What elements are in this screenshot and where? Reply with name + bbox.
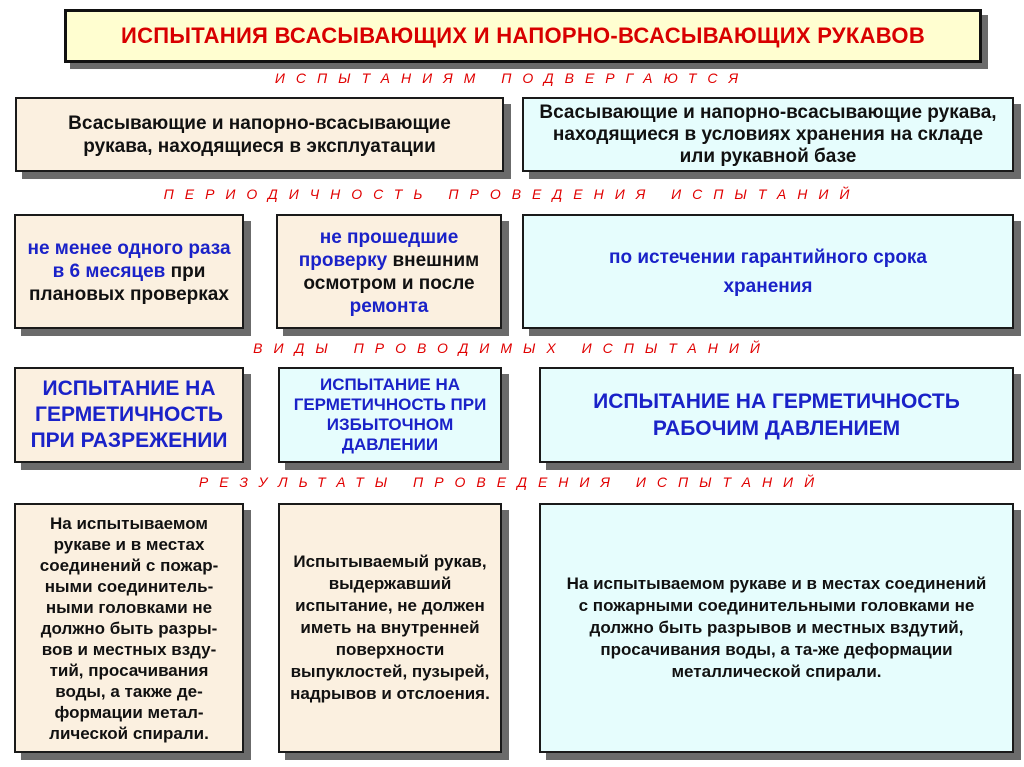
section-heading-subjected: ИСПЫТАНИЯМ ПОДВЕРГАЮТСЯ — [274, 70, 750, 86]
section-heading-results: РЕЗУЛЬТАТЫ ПРОВЕДЕНИЯ ИСПЫТАНИЙ — [198, 474, 826, 490]
test-vacuum-box — [14, 367, 244, 463]
periodicity-not-passed-text: не прошедшие проверку — [298, 226, 459, 271]
test-overpressure-text: ИСПЫТАНИЕ НА ГЕРМЕТИЧНОСТЬ ПРИ ИЗБЫТОЧНОМ ДАВЛЕНИИ — [293, 375, 487, 454]
periodicity-inspection-text: внешним осмотром и после — [303, 249, 480, 294]
result-overpressure-text: Испытываемый рукав, выдержавший испытание, не должен иметь на внутренней поверхности выпуклостей, пузырей, надрывов и отслоения. — [290, 552, 490, 703]
result-working-pressure-box — [539, 503, 1014, 753]
periodicity-planned-checks-text: при плановых проверках — [29, 261, 229, 305]
subjected-in-service-text: Всасывающие и напорно-всасывающие рукава, находящиеся в эксплуатации — [68, 112, 451, 157]
periodicity-six-months-text: не менее одного раза в 6 месяцев — [27, 238, 231, 282]
result-vacuum-box — [14, 503, 244, 753]
periodicity-after-repair-box — [276, 214, 502, 329]
result-working-pressure-text: На испытываемом рукаве и в местах соединений с пожарными соединительными головками не должно быть разрывов и местных вздутий, просачивания воды, а та-же деформации металлической спирали. — [566, 574, 987, 681]
section-heading-periodicity: ПЕРИОДИЧНОСТЬ ПРОВЕДЕНИЯ ИСПЫТАНИЙ — [163, 186, 861, 202]
page-title: ИСПЫТАНИЯ ВСАСЫВАЮЩИХ И НАПОРНО-ВСАСЫВАЮЩИХ РУКАВОВ — [64, 9, 982, 63]
test-working-pressure-text: ИСПЫТАНИЕ НА ГЕРМЕТИЧНОСТЬ РАБОЧИМ ДАВЛЕНИЕМ — [593, 390, 960, 440]
periodicity-storage-expiry-text: по истечении гарантийного срока хранения — [609, 246, 927, 297]
test-working-pressure-box — [539, 367, 1014, 463]
subjected-in-storage-text: Всасывающие и напорно-всасывающие рукава, находящиеся в условиях хранения на складе или рукавной базе — [539, 101, 997, 167]
subjected-in-service-box — [15, 97, 504, 172]
test-overpressure-box — [278, 367, 502, 463]
subjected-in-storage-box — [522, 97, 1014, 172]
section-heading-types: ВИДЫ ПРОВОДИМЫХ ИСПЫТАНИЙ — [253, 340, 771, 356]
periodicity-storage-expiry-box — [522, 214, 1014, 329]
periodicity-repair-text: ремонта — [349, 295, 429, 317]
result-overpressure-box — [278, 503, 502, 753]
test-vacuum-text: ИСПЫТАНИЕ НА ГЕРМЕТИЧНОСТЬ ПРИ РАЗРЕЖЕНИИ — [30, 377, 228, 452]
result-vacuum-text: На испытываемом рукаве и в местах соединений с пожар-ными соединитель-ными головками не должно быть разры-вов и местных взду-тий, просачивания воды, а также де-формации метал-лической спирали. — [39, 513, 219, 743]
periodicity-six-months-box — [14, 214, 244, 329]
